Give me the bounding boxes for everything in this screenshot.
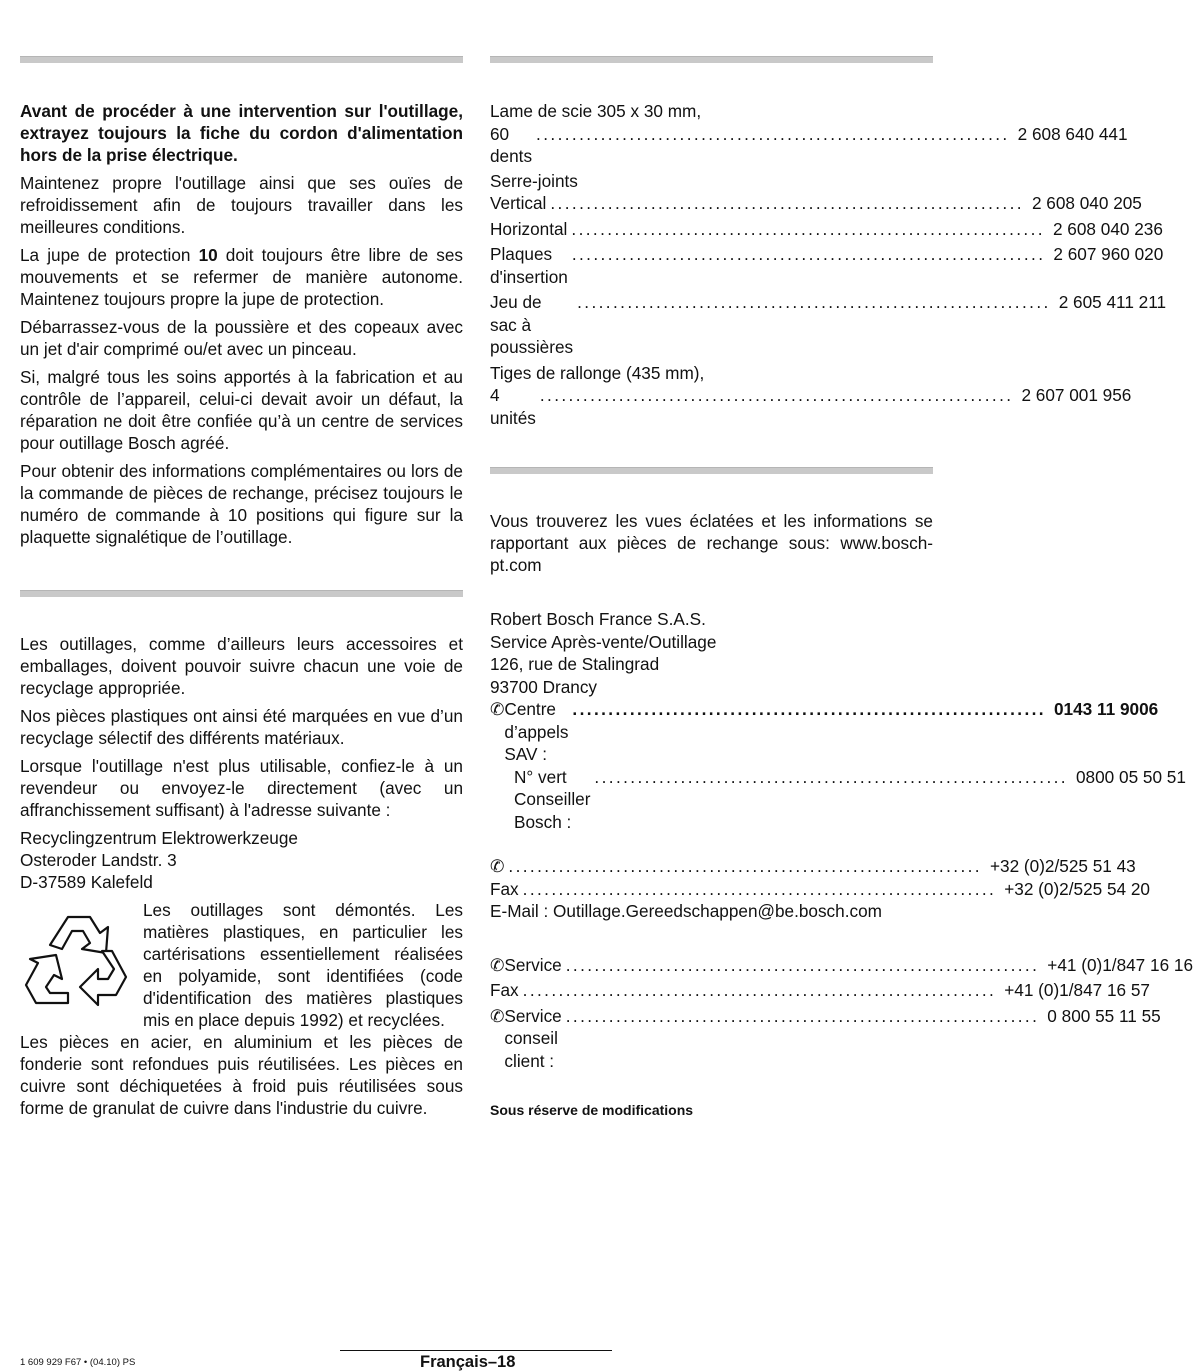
- section-bar-service: [490, 467, 933, 474]
- leader-dots: ..................................................................: [508, 856, 982, 876]
- france-address-line: Robert Bosch France S.A.S.: [490, 609, 706, 629]
- accessory-part-number: 2 607 960 020: [1053, 244, 1164, 264]
- left-column: [20, 56, 463, 1119]
- recycling-address-line: D-37589 Kalefeld: [20, 872, 153, 892]
- belgium-email: E-Mail : Outillage.Gereedschappen@be.bosch.com: [490, 901, 882, 921]
- leader-dots: ..................................................................: [571, 244, 1046, 264]
- accessory-part-number: 2 608 040 236: [1052, 218, 1163, 239]
- text-span: La jupe de protection: [20, 245, 199, 265]
- maintenance-warning: Avant de procéder à une intervention sur l'outillage, extrayez toujours la fiche du cordon d'alimentation hors de la prise électrique.: [20, 101, 463, 165]
- contact-label: Fax: [490, 980, 519, 1000]
- contact-row: [490, 878, 1150, 901]
- disposal-paragraph: Les outillages, comme d’ailleurs leurs accessoires et emballages, doivent pouvoir suivre chacun une voie de recyclage appropriée.: [20, 634, 463, 698]
- accessory-label: Jeu de sac à poussières: [490, 292, 574, 357]
- reserve-note: Sous réserve de modifications: [490, 1102, 694, 1118]
- maintenance-paragraph: [20, 244, 463, 310]
- leader-dots: ..................................................................: [565, 1005, 1040, 1026]
- contact-number: +32 (0)2/525 54 20: [1004, 878, 1150, 899]
- contact-number: 0 800 55 11 55: [1047, 1005, 1161, 1026]
- contact-label: Centre d’appels SAV :: [504, 699, 569, 764]
- contact-number: 0800 05 50 51: [1076, 766, 1186, 787]
- accessory-part-number: 2 607 001 956: [1021, 385, 1132, 405]
- section-bar-accessories: [490, 56, 933, 63]
- maintenance-paragraph: Pour obtenir des informations complémentaires ou lors de la commande de pièces de rechange, précisez toujours le numéro de commande à 10 positions qui figure sur la plaquette signalétique de l’outillage.: [20, 461, 463, 547]
- contact-row: [490, 979, 1150, 1002]
- leader-dots: ..................................................................: [522, 980, 997, 1000]
- recycle-text: Les outillages sont démontés. Les matières plastiques, en particulier les cartérisations essentiellement réalisées en polyamide, sont identifiées (code d'identification des matières plastiques mis en place depuis 1992) et recyclées.: [143, 900, 463, 1030]
- section-bar-maintenance: [20, 56, 463, 63]
- recycling-address-line: Osteroder Landstr. 3: [20, 850, 177, 870]
- page-number: Français–18: [420, 1353, 516, 1371]
- france-address-line: 126, rue de Stalingrad: [490, 654, 660, 674]
- accessory-row: [490, 384, 1132, 429]
- accessory-label: Plaques d'insertion: [490, 244, 568, 287]
- contact-row: [490, 698, 1159, 766]
- contact-number: +41 (0)1/847 16 16: [1047, 954, 1193, 975]
- contact-label: Service conseil client :: [504, 1005, 562, 1071]
- accessory-label: Vertical: [490, 193, 547, 213]
- accessory-row: [490, 243, 1164, 288]
- contact-number: 0143 11 9006: [1054, 699, 1159, 719]
- contact-row: [490, 766, 1186, 834]
- footer-rule: [340, 1350, 612, 1351]
- recycling-address-line: Recyclingzentrum Elektrowerkzeuge: [20, 828, 298, 848]
- france-address-line: 93700 Drancy: [490, 676, 598, 697]
- contact-label: Fax: [490, 878, 519, 899]
- contact-label: Service: [504, 954, 562, 975]
- accessory-row: [490, 291, 1167, 359]
- phone-icon: ✆: [490, 954, 505, 975]
- recycle-block: [20, 899, 463, 1031]
- accessory-part-number: 2 608 640 441: [1017, 123, 1128, 144]
- contact-row: [490, 1005, 1161, 1073]
- contact-row: [490, 855, 1136, 878]
- contact-row: [490, 954, 1193, 977]
- part-number-ref: 10: [198, 245, 218, 265]
- leader-dots: ..................................................................: [577, 292, 1051, 312]
- accessory-label: 60 dents: [490, 123, 533, 166]
- footer-code: 1 609 929 F67 • (04.10) PS: [20, 1357, 136, 1368]
- accessory-heading: Tiges de rallonge (435 mm),: [490, 362, 705, 383]
- accessory-heading: Serre-joints: [490, 170, 578, 191]
- service-intro: Vous trouverez les vues éclatées et les informations se rapportant aux pièces de rechange sous: www.bosch-pt.com: [490, 511, 933, 575]
- right-column: [490, 56, 1193, 1118]
- contact-label: N° vert Conseiller Bosch :: [514, 766, 591, 832]
- contact-number: +41 (0)1/847 16 57: [1004, 980, 1150, 1000]
- disposal-final-paragraph: Les pièces en acier, en aluminium et les pièces de fonderie sont refondues puis réutilisées. Les pièces en cuivre sont déchiquetées à froid puis réutilisées sous forme de granulat de cuivre dans l'industrie du cuivre.: [20, 1032, 463, 1118]
- phone-icon: ✆: [490, 856, 505, 876]
- accessory-label: Horizontal: [490, 218, 568, 239]
- leader-dots: ..................................................................: [594, 766, 1068, 787]
- maintenance-paragraph: Si, malgré tous les soins apportés à la fabrication et au contrôle de l’appareil, celui-ci devait avoir un défaut, la réparation ne doit être confiée qu’à un centre de services pour outillage Bosch agréé.: [20, 367, 463, 453]
- phone-icon: ✆: [490, 699, 505, 719]
- recycle-icon: [20, 905, 132, 1013]
- disposal-paragraph: Nos pièces plastiques ont ainsi été marquées en vue d’un recyclage sélectif des différents matériaux.: [20, 706, 463, 748]
- text-span: doit toujours être libre de ses mouvements et se refermer de manière autonome. Maintenez toujours propre la jupe de protection.: [20, 245, 464, 309]
- disposal-paragraph: Lorsque l'outillage n'est plus utilisable, confiez-le à un revendeur ou envoyez-le directement (avec un affranchissement suffisant) à l'adresse suivante :: [20, 756, 463, 820]
- accessory-row: [490, 123, 1128, 168]
- france-address-line: Service Après-vente/Outillage: [490, 631, 717, 652]
- section-bar-disposal: [20, 590, 463, 597]
- leader-dots: ..................................................................: [565, 954, 1040, 975]
- contact-number: +32 (0)2/525 51 43: [989, 856, 1136, 876]
- maintenance-paragraph: Maintenez propre l'outillage ainsi que ses ouïes de refroidissement afin de toujours travailler dans les meilleures conditions.: [20, 173, 463, 237]
- accessory-row: [490, 192, 1142, 215]
- accessory-row: [490, 218, 1163, 241]
- leader-dots: ..................................................................: [522, 878, 997, 899]
- maintenance-paragraph: Débarrassez-vous de la poussière et des copeaux avec un jet d'air comprimé ou/et avec un pinceau.: [20, 317, 463, 359]
- accessory-label: 4 unités: [490, 385, 536, 428]
- leader-dots: ..................................................................: [539, 385, 1014, 405]
- phone-icon: ✆: [490, 1005, 505, 1026]
- leader-dots: ..................................................................: [536, 123, 1010, 144]
- leader-dots: ..................................................................: [550, 193, 1024, 213]
- accessory-part-number: 2 608 040 205: [1031, 193, 1142, 213]
- accessory-part-number: 2 605 411 211: [1058, 292, 1167, 312]
- accessory-heading: Lame de scie 305 x 30 mm,: [490, 101, 702, 121]
- leader-dots: ..................................................................: [572, 699, 1046, 719]
- leader-dots: ..................................................................: [571, 218, 1045, 239]
